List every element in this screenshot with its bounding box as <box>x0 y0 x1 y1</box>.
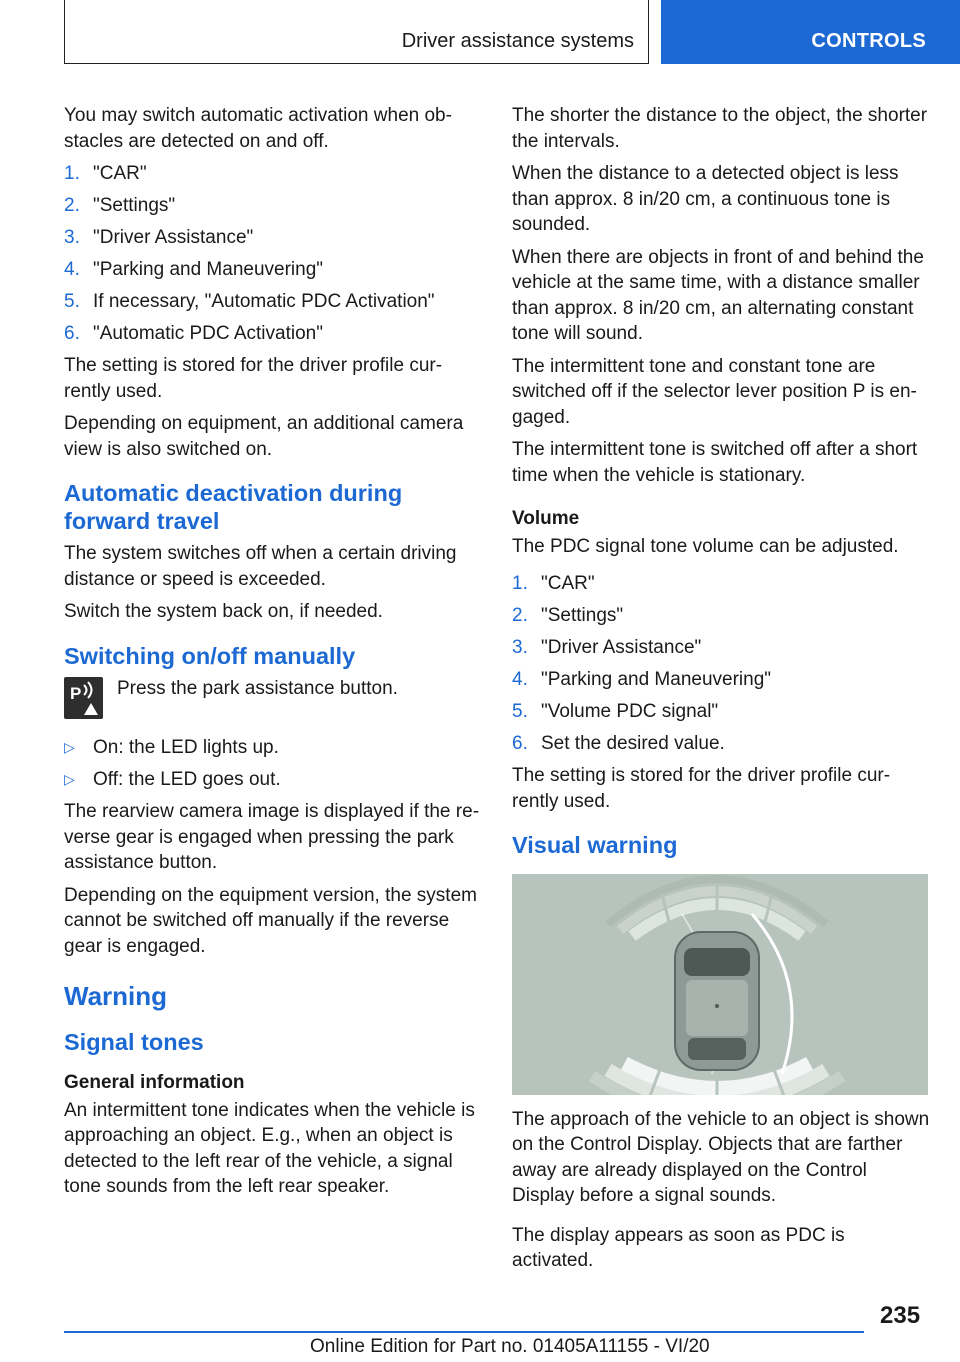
page-number: 235 <box>880 1302 921 1329</box>
header-section-title: Driver assistance systems <box>401 30 634 52</box>
step-number: 4. <box>64 259 80 280</box>
press-button-text: Press the park assistance button. <box>117 678 398 699</box>
heading-visual-warning: Visual warning <box>512 832 678 858</box>
pdc-car-icon <box>512 874 928 1095</box>
step-number: 5. <box>512 701 528 722</box>
footer-edition: Online Edition for Part no. 01405A11155 - VI/20 <box>310 1336 710 1357</box>
step-number: 1. <box>64 163 80 184</box>
step-text: "Volume PDC signal" <box>541 701 719 722</box>
continuous-tone-paragraph: When the distance to a detected object is less than approx. 8 in/20 cm, a continuous tone is sounded. <box>512 163 899 235</box>
list-item <box>64 193 479 219</box>
heading-general-information: General information <box>64 1072 245 1093</box>
right-column <box>512 103 930 1281</box>
heading-automatic-deactivation: Automatic deactivation during forward travel <box>64 480 403 534</box>
step-number: 1. <box>512 573 528 594</box>
triangle-bullet-icon: ▷ <box>64 739 75 755</box>
display-paragraph: The display appears as soon as PDC is activated. <box>512 1224 845 1271</box>
distance-intervals-paragraph: The shorter the distance to the object, the shorter the intervals. <box>512 105 928 152</box>
step-number: 2. <box>64 195 80 216</box>
list-item <box>512 603 930 629</box>
step-number: 3. <box>512 637 528 658</box>
stored-paragraph: The setting is stored for the driver profile currently used. <box>512 765 891 812</box>
switch-back-paragraph: Switch the system back on, if needed. <box>64 601 383 622</box>
intro-paragraph: You may switch automatic activation when obstacles are detected on and off. <box>64 105 452 152</box>
heading-volume: Volume <box>512 508 580 529</box>
deactivation-paragraph: The system switches off when a certain driving distance or speed is exceeded. <box>64 543 457 590</box>
header-chapter-tab[interactable] <box>661 0 960 64</box>
step-text: "CAR" <box>541 573 595 594</box>
step-text: "Settings" <box>541 605 624 626</box>
step-text: "Automatic PDC Activation" <box>93 323 323 344</box>
volume-paragraph: The PDC signal tone volume can be adjusted. <box>512 535 899 557</box>
list-item <box>64 735 479 761</box>
volume-steps-list <box>512 571 930 757</box>
list-item <box>512 635 930 661</box>
list-item <box>512 731 930 757</box>
footer-divider <box>64 1331 864 1333</box>
list-item <box>512 699 930 725</box>
step-number: 6. <box>512 733 528 754</box>
step-number: 6. <box>64 323 80 344</box>
step-text: Set the desired value. <box>541 733 725 754</box>
bullet-text: On: the LED lights up. <box>93 737 279 758</box>
list-item <box>64 321 479 347</box>
stored-paragraph: The setting is stored for the driver profile currently used. <box>64 355 443 402</box>
step-text: "Settings" <box>93 195 176 216</box>
list-item <box>64 161 479 187</box>
equipment-version-paragraph: Depending on the equipment version, the system cannot be switched off manually if the reverse gear is engaged. <box>64 884 477 957</box>
park-button-instruction <box>64 676 479 719</box>
triangle-bullet-icon: ▷ <box>64 771 75 787</box>
selector-lever-paragraph: The intermittent tone and constant tone are switched off if the selector lever position P is engaged. <box>512 355 917 428</box>
approach-paragraph: The approach of the vehicle to an object is shown on the Control Display. Objects that are farther away are already displayed on the Control Display before a signal sounds. <box>512 1108 930 1206</box>
heading-switching-manually: Switching on/off manually <box>64 642 356 669</box>
activation-steps-list <box>64 161 479 347</box>
led-status-list <box>64 735 479 793</box>
step-text: "CAR" <box>93 163 147 184</box>
left-column <box>64 103 479 1207</box>
step-number: 4. <box>512 669 528 690</box>
step-number: 2. <box>512 605 528 626</box>
general-information-paragraph: An intermittent tone indicates when the vehicle is approaching an object. E.g., when an object is detected to the left rear of the vehicle, a signal tone sounds from the left rear speaker. <box>64 1099 475 1197</box>
step-number: 3. <box>64 227 80 248</box>
heading-signal-tones: Signal tones <box>64 1028 204 1055</box>
rearview-paragraph: The rearview camera image is displayed if the reverse gear is engaged when pressing the park assistance button. <box>64 801 480 873</box>
alternating-tone-paragraph: When there are objects in front of and behind the vehicle at the same time, with a distance smaller than approx. 8 in/20 cm, an alternating constant tone will sound. <box>512 246 924 344</box>
heading-warning: Warning <box>64 981 168 1011</box>
stationary-paragraph: The intermittent tone is switched off after a short time when the vehicle is stationary. <box>512 439 918 486</box>
svg-text:P: P <box>70 684 82 703</box>
bullet-text: Off: the LED goes out. <box>93 769 281 790</box>
step-text: If necessary, "Automatic PDC Activation" <box>93 291 435 312</box>
camera-paragraph: Depending on equipment, an additional camera view is also switched on. <box>64 413 464 460</box>
header-section-box <box>64 0 649 64</box>
step-text: "Parking and Maneuvering" <box>93 259 324 280</box>
step-text: "Driver Assistance" <box>541 637 702 658</box>
park-assistance-button-icon <box>64 677 103 719</box>
step-text: "Driver Assistance" <box>93 227 254 248</box>
list-item <box>64 257 479 283</box>
step-text: "Parking and Maneuvering" <box>541 669 772 690</box>
pdc-display-illustration <box>512 874 928 1095</box>
list-item <box>64 289 479 315</box>
list-item <box>512 667 930 693</box>
list-item <box>64 767 479 793</box>
header-chapter-title: CONTROLS <box>811 30 926 52</box>
step-number: 5. <box>64 291 80 312</box>
list-item <box>64 225 479 251</box>
list-item <box>512 571 930 597</box>
